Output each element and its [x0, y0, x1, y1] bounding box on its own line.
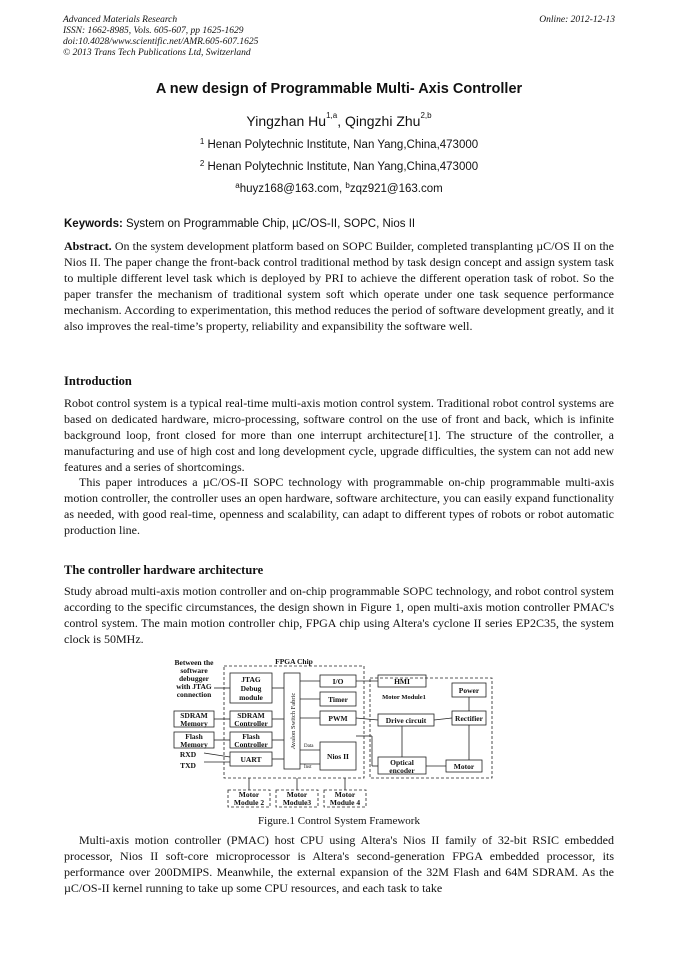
online-date: Online: 2012-12-13 — [539, 15, 615, 25]
abstract-label: Abstract. — [64, 239, 112, 253]
debugger-line-2: software — [180, 666, 208, 675]
control-system-diagram — [168, 656, 498, 808]
uart-label: UART — [240, 755, 262, 764]
sdram-memory-line-2: Memory — [180, 719, 208, 728]
jtag-line-1: JTAG — [241, 675, 261, 684]
author-1-sup: 1,a — [326, 111, 338, 120]
author-separator: , — [337, 113, 345, 129]
keywords — [64, 218, 614, 230]
optical-encoder-line-2: encoder — [389, 766, 415, 775]
issn-line: ISSN: 1662-8985, Vols. 605-607, pp 1625-1629 — [63, 26, 244, 36]
sdram-controller-line-2: Controller — [234, 719, 268, 728]
motor-module-1-label: Motor Module1 — [382, 694, 426, 701]
motor-label: Motor — [453, 762, 475, 771]
power-label: Power — [458, 686, 480, 695]
io-label: I/O — [332, 677, 344, 686]
module-4-line-1: Motor — [334, 790, 356, 799]
module-2-line-1: Motor — [238, 790, 260, 799]
data-label: Data — [304, 744, 314, 749]
journal-header — [63, 15, 258, 59]
hardware-paragraph-2: Multi-axis motion controller (PMAC) host CPU using Altera's Nios II family of 32-bit RSIC embedded processor, Nios II soft-core microprocessor is Altera's second-generation FPGA embedded processor, its performance over 200DMIPS. Meanwhile, the external expansion of the 32M Flash and 64M SDRAM. As the µC/OS-II kernel running to take up some CPU resources, and each task to take — [64, 833, 614, 895]
intro-paragraph-1: Robot control system is a typical real-time multi-axis motion control system. Traditional robot control systems are based on dedicated hardware, micro-processing, software control on the use of front and back, which is infinite background loop, front closed for more than one interrupt architecture[1]. The structure of the controller, a manufacturing and use of high cost and long development cycle, upgrade difficulties, the system can not add new features and a series of shortcomings. — [64, 396, 614, 474]
figure-caption: Figure.1 Control System Framework — [258, 815, 420, 827]
debugger-line-4: with JTAG — [176, 682, 212, 691]
rectifier-label: Rectifier — [455, 714, 483, 723]
author-2: Qingzhi Zhu — [344, 113, 421, 129]
sdram-controller-line-1: SDRAM — [237, 711, 265, 720]
debugger-line-5: connection — [176, 690, 212, 699]
switch-fabric-label: Avalon Switch Fabric — [290, 692, 297, 750]
hardware-heading: The controller hardware architecture — [64, 563, 264, 577]
affiliation-1 — [0, 139, 678, 151]
sdram-memory-line-1: SDRAM — [180, 711, 208, 720]
timer-label: Timer — [328, 695, 348, 704]
affiliation-2 — [0, 161, 678, 173]
email-b[interactable]: zqz921@163.com — [349, 183, 443, 195]
email-b-sup: b — [345, 181, 350, 190]
paper-title: A new design of Programmable Multi- Axis Controller — [155, 81, 523, 97]
module-4-line-2: Module 4 — [329, 798, 361, 807]
hmi-label: HMI — [394, 677, 410, 686]
pwm-label: PWM — [328, 714, 348, 723]
hardware-paragraph-1: Study abroad multi-axis motion controller and on-chip programmable SOPC technology, and robot control system according to the specific circumstances, the design shown in Figure 1, open multi-axis motion controller PMAC's control system. The main motion controller chip, FPGA chip using Altera's cyclone II series EP2C35, the system clock is 50MHz. — [64, 584, 614, 646]
debugger-line-1: Between the — [174, 658, 214, 667]
module-2-line-2: Module 2 — [233, 798, 265, 807]
inst-label: Inst — [304, 765, 312, 770]
jtag-line-2: Debug — [240, 684, 262, 693]
affiliation-1-num: 1 — [199, 137, 205, 146]
journal-name: Advanced Materials Research — [63, 15, 178, 25]
email-a[interactable]: huyz168@163.com, — [239, 183, 346, 195]
fpga-label: FPGA Chip — [275, 657, 313, 666]
email-a-sup: a — [235, 181, 240, 190]
debugger-line-3: debugger — [179, 674, 209, 683]
keywords-label: Keywords: — [64, 218, 123, 230]
txd-label: TXD — [180, 761, 196, 770]
drive-circuit-label: Drive circuit — [385, 716, 427, 725]
affiliation-2-num: 2 — [199, 159, 205, 168]
emails — [0, 183, 678, 195]
affiliation-1-text: Henan Polytechnic Institute, Nan Yang,China,473000 — [204, 139, 479, 151]
module-3-line-2: Module3 — [282, 798, 312, 807]
nios-label: Nios II — [327, 752, 349, 761]
abstract — [64, 239, 614, 334]
author-1: Yingzhan Hu — [246, 113, 327, 129]
abstract-text: On the system development platform based on SOPC Builder, completed transplanting µC/OS II on the Nios II. The paper change the front-back control traditional method by task design concept and assign system task to multiple different level task which is deployed by PRI to achieve the different operation task of robot. So the paper transfer the mechanism of traditional system soft which operate under one task sequence performance mechanism. According to experimentation, this method reduces the period of software development greatly, and it also improves the real-time’s property, reliability and expansibility the software well. — [64, 239, 614, 333]
keywords-text: System on Programmable Chip, µC/OS-II, SOPC, Nios II — [122, 218, 416, 230]
flash-memory-line-1: Flash — [185, 732, 203, 741]
intro-heading: Introduction — [64, 374, 132, 388]
module-3-line-1: Motor — [286, 790, 308, 799]
flash-controller-line-2: Controller — [234, 740, 268, 749]
optical-encoder-line-1: Optical — [390, 758, 414, 767]
intro-paragraph-2: This paper introduces a µC/OS-II SOPC technology with programmable on-chip programmable multi-axis motion controller, the controller uses an open hardware, software architecture, you can easily expand functionality as needed, with good real-time, openness and scalability, can adapt to different types of robots or robot automatic production line. — [64, 475, 614, 537]
affiliation-2-text: Henan Polytechnic Institute, Nan Yang,China,473000 — [204, 161, 479, 173]
jtag-line-3: module — [239, 693, 263, 702]
copyright-line: © 2013 Trans Tech Publications Ltd, Switzerland — [63, 48, 251, 58]
flash-memory-line-2: Memory — [180, 740, 208, 749]
flash-controller-line-1: Flash — [242, 732, 260, 741]
doi-line: doi:10.4028/www.scientific.net/AMR.605-607.1625 — [63, 37, 259, 47]
rxd-label: RXD — [179, 750, 197, 759]
author-2-sup: 2,b — [420, 111, 432, 120]
authors — [0, 113, 678, 129]
